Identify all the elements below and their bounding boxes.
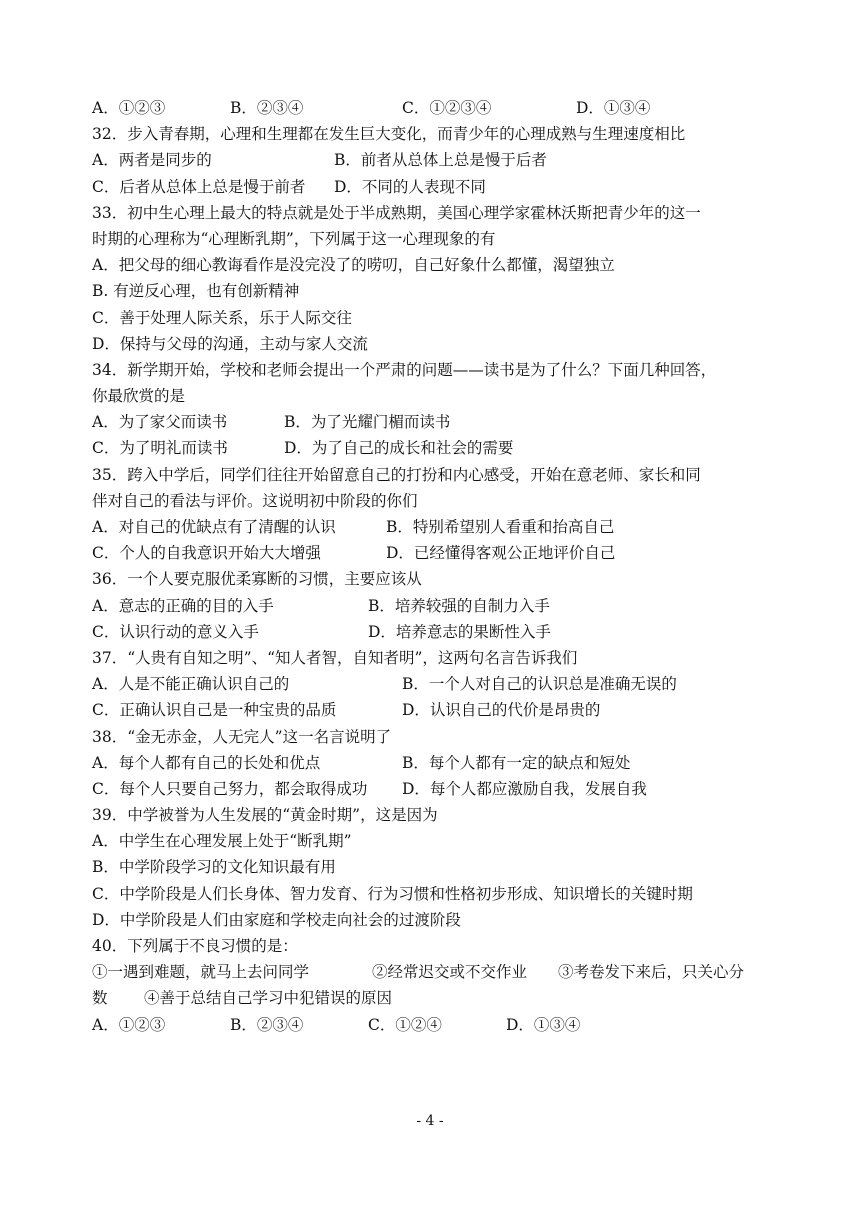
- options-row: [92, 985, 772, 1011]
- text-line: C．善于处理人际关系，乐于人际交往: [92, 308, 352, 327]
- answer-option: ③考卷发下来后，只关心分: [558, 963, 745, 982]
- answer-option: ①一遇到难题，就马上去问同学: [92, 963, 310, 982]
- options-row: [92, 147, 772, 173]
- answer-option: D．不同的人表现不同: [334, 177, 486, 196]
- text-line: 36．一个人要克服优柔寡断的习惯，主要应该从: [92, 570, 422, 589]
- answer-option: B．②③④: [230, 99, 304, 117]
- text-line: 你最欣赏的是: [92, 387, 186, 406]
- text-line: 伴对自己的看法与评价。这说明初中阶段的你们: [92, 491, 418, 510]
- answer-option: C．为了明礼而读书: [92, 439, 228, 458]
- text-line: D．保持与父母的沟通，主动与家人交流: [92, 334, 368, 353]
- text-line: 34．新学期开始，学校和老师会提出一个严肃的问题——读书是为了什么？下面几种回答，: [92, 360, 717, 379]
- text-line: 33．初中生心理上最大的特点就是处于半成熟期，美国心理学家霍林沃斯把青少年的这一: [92, 203, 701, 222]
- text-line: 39．中学被誉为人生发展的“黄金时期”，这是因为: [92, 806, 438, 825]
- options-row: [92, 671, 772, 697]
- text-line: 40．下列属于不良习惯的是：: [92, 937, 298, 955]
- answer-option: A．每个人都有自己的长处和优点: [92, 753, 321, 772]
- answer-option: A．意志的正确的目的入手: [92, 596, 274, 615]
- answer-option: D．①③④: [576, 99, 651, 117]
- text-line: C．中学阶段是人们长身体、智力发育、行为习惯和性格初步形成、知识增长的关键时期: [92, 884, 693, 903]
- options-row: [92, 697, 772, 723]
- answer-option: B．培养较强的自制力入手: [368, 596, 550, 615]
- text-line: 32．步入青春期，心理和生理都在发生巨大变化，而青少年的心理成熟与生理速度相比: [92, 125, 686, 144]
- answer-option: C．①②④: [368, 1015, 442, 1034]
- options-row: [92, 174, 772, 200]
- text-line: 时期的心理称为“心理断乳期”，下列属于这一心理现象的有: [92, 229, 496, 248]
- answer-option: B．为了光耀门楣而读书: [284, 413, 451, 432]
- options-row: [92, 776, 772, 802]
- options-row: [92, 750, 772, 776]
- answer-option: D．已经懂得客观公正地评价自己: [386, 544, 616, 563]
- answer-option: A．两者是同步的: [92, 151, 212, 170]
- answer-option: C．后者从总体上总是慢于前者: [92, 177, 306, 196]
- answer-option: D．每个人都应激励自我，发展自我: [402, 779, 647, 798]
- options-row: [92, 593, 772, 619]
- options-row: [92, 514, 772, 540]
- answer-option: B．前者从总体上总是慢于后者: [334, 151, 547, 170]
- page-number: - 4 -: [416, 1113, 444, 1129]
- answer-option: D．培养意志的果断性入手: [368, 622, 551, 641]
- answer-option: ②经常迟交或不交作业: [372, 963, 528, 982]
- answer-option: C．①②③④: [402, 99, 492, 117]
- answer-option: C．每个人只要自己努力，都会取得成功: [92, 779, 368, 798]
- options-row: [92, 959, 772, 985]
- text-line: D．中学阶段是人们由家庭和学校走向社会的过渡阶段: [92, 910, 461, 929]
- answer-option: ④善于总结自己学习中犯错误的原因: [144, 989, 393, 1008]
- answer-option: A．对自己的优缺点有了清醒的认识: [92, 518, 336, 536]
- text-line: A．把父母的细心教诲看作是没完没了的唠叨，自己好象什么都懂，渴望独立: [92, 256, 615, 275]
- document-body: [92, 95, 772, 1038]
- answer-option: B．一个人对自己的认识总是准确无误的: [402, 675, 677, 694]
- text-line: B．中学阶段学习的文化知识最有用: [92, 858, 336, 877]
- answer-option: B．特别希望别人看重和抬高自己: [386, 518, 615, 536]
- text-line: 35．跨入中学后，同学们往往开始留意自己的打扮和内心感受，开始在意老师、家长和同: [92, 465, 701, 484]
- options-row: [92, 619, 772, 645]
- options-row: [92, 540, 772, 566]
- text-line: 38．“金无赤金，人无完人”这一名言说明了: [92, 727, 392, 746]
- answer-option: B．②③④: [230, 1015, 304, 1034]
- answer-option: D．认识自己的代价是昂贵的: [402, 701, 601, 720]
- text-line: B. 有逆反心理，也有创新精神: [92, 282, 300, 301]
- answer-option: 数: [92, 989, 108, 1008]
- answer-option: D．①③④: [506, 1015, 581, 1034]
- answer-option: C．个人的自我意识开始大大增强: [92, 544, 321, 563]
- options-row: [92, 95, 772, 121]
- answer-option: A．①②③: [92, 99, 166, 117]
- options-row: [92, 409, 772, 435]
- answer-option: A．为了家父而读书: [92, 413, 228, 432]
- text-line: A．中学生在心理发展上处于“断乳期”: [92, 832, 352, 851]
- answer-option: B．每个人都有一定的缺点和短处: [402, 753, 631, 772]
- answer-option: A．人是不能正确认识自己的: [92, 675, 290, 694]
- options-row: [92, 435, 772, 461]
- answer-option: A．①②③: [92, 1015, 166, 1034]
- options-row: [92, 1012, 772, 1038]
- text-line: 37．“人贵有自知之明”、“知人者智，自知者明”，这两句名言告诉我们: [92, 648, 578, 667]
- answer-option: C．正确认识自己是一种宝贵的品质: [92, 701, 337, 720]
- answer-option: C．认识行动的意义入手: [92, 622, 259, 641]
- answer-option: D．为了自己的成长和社会的需要: [284, 439, 514, 458]
